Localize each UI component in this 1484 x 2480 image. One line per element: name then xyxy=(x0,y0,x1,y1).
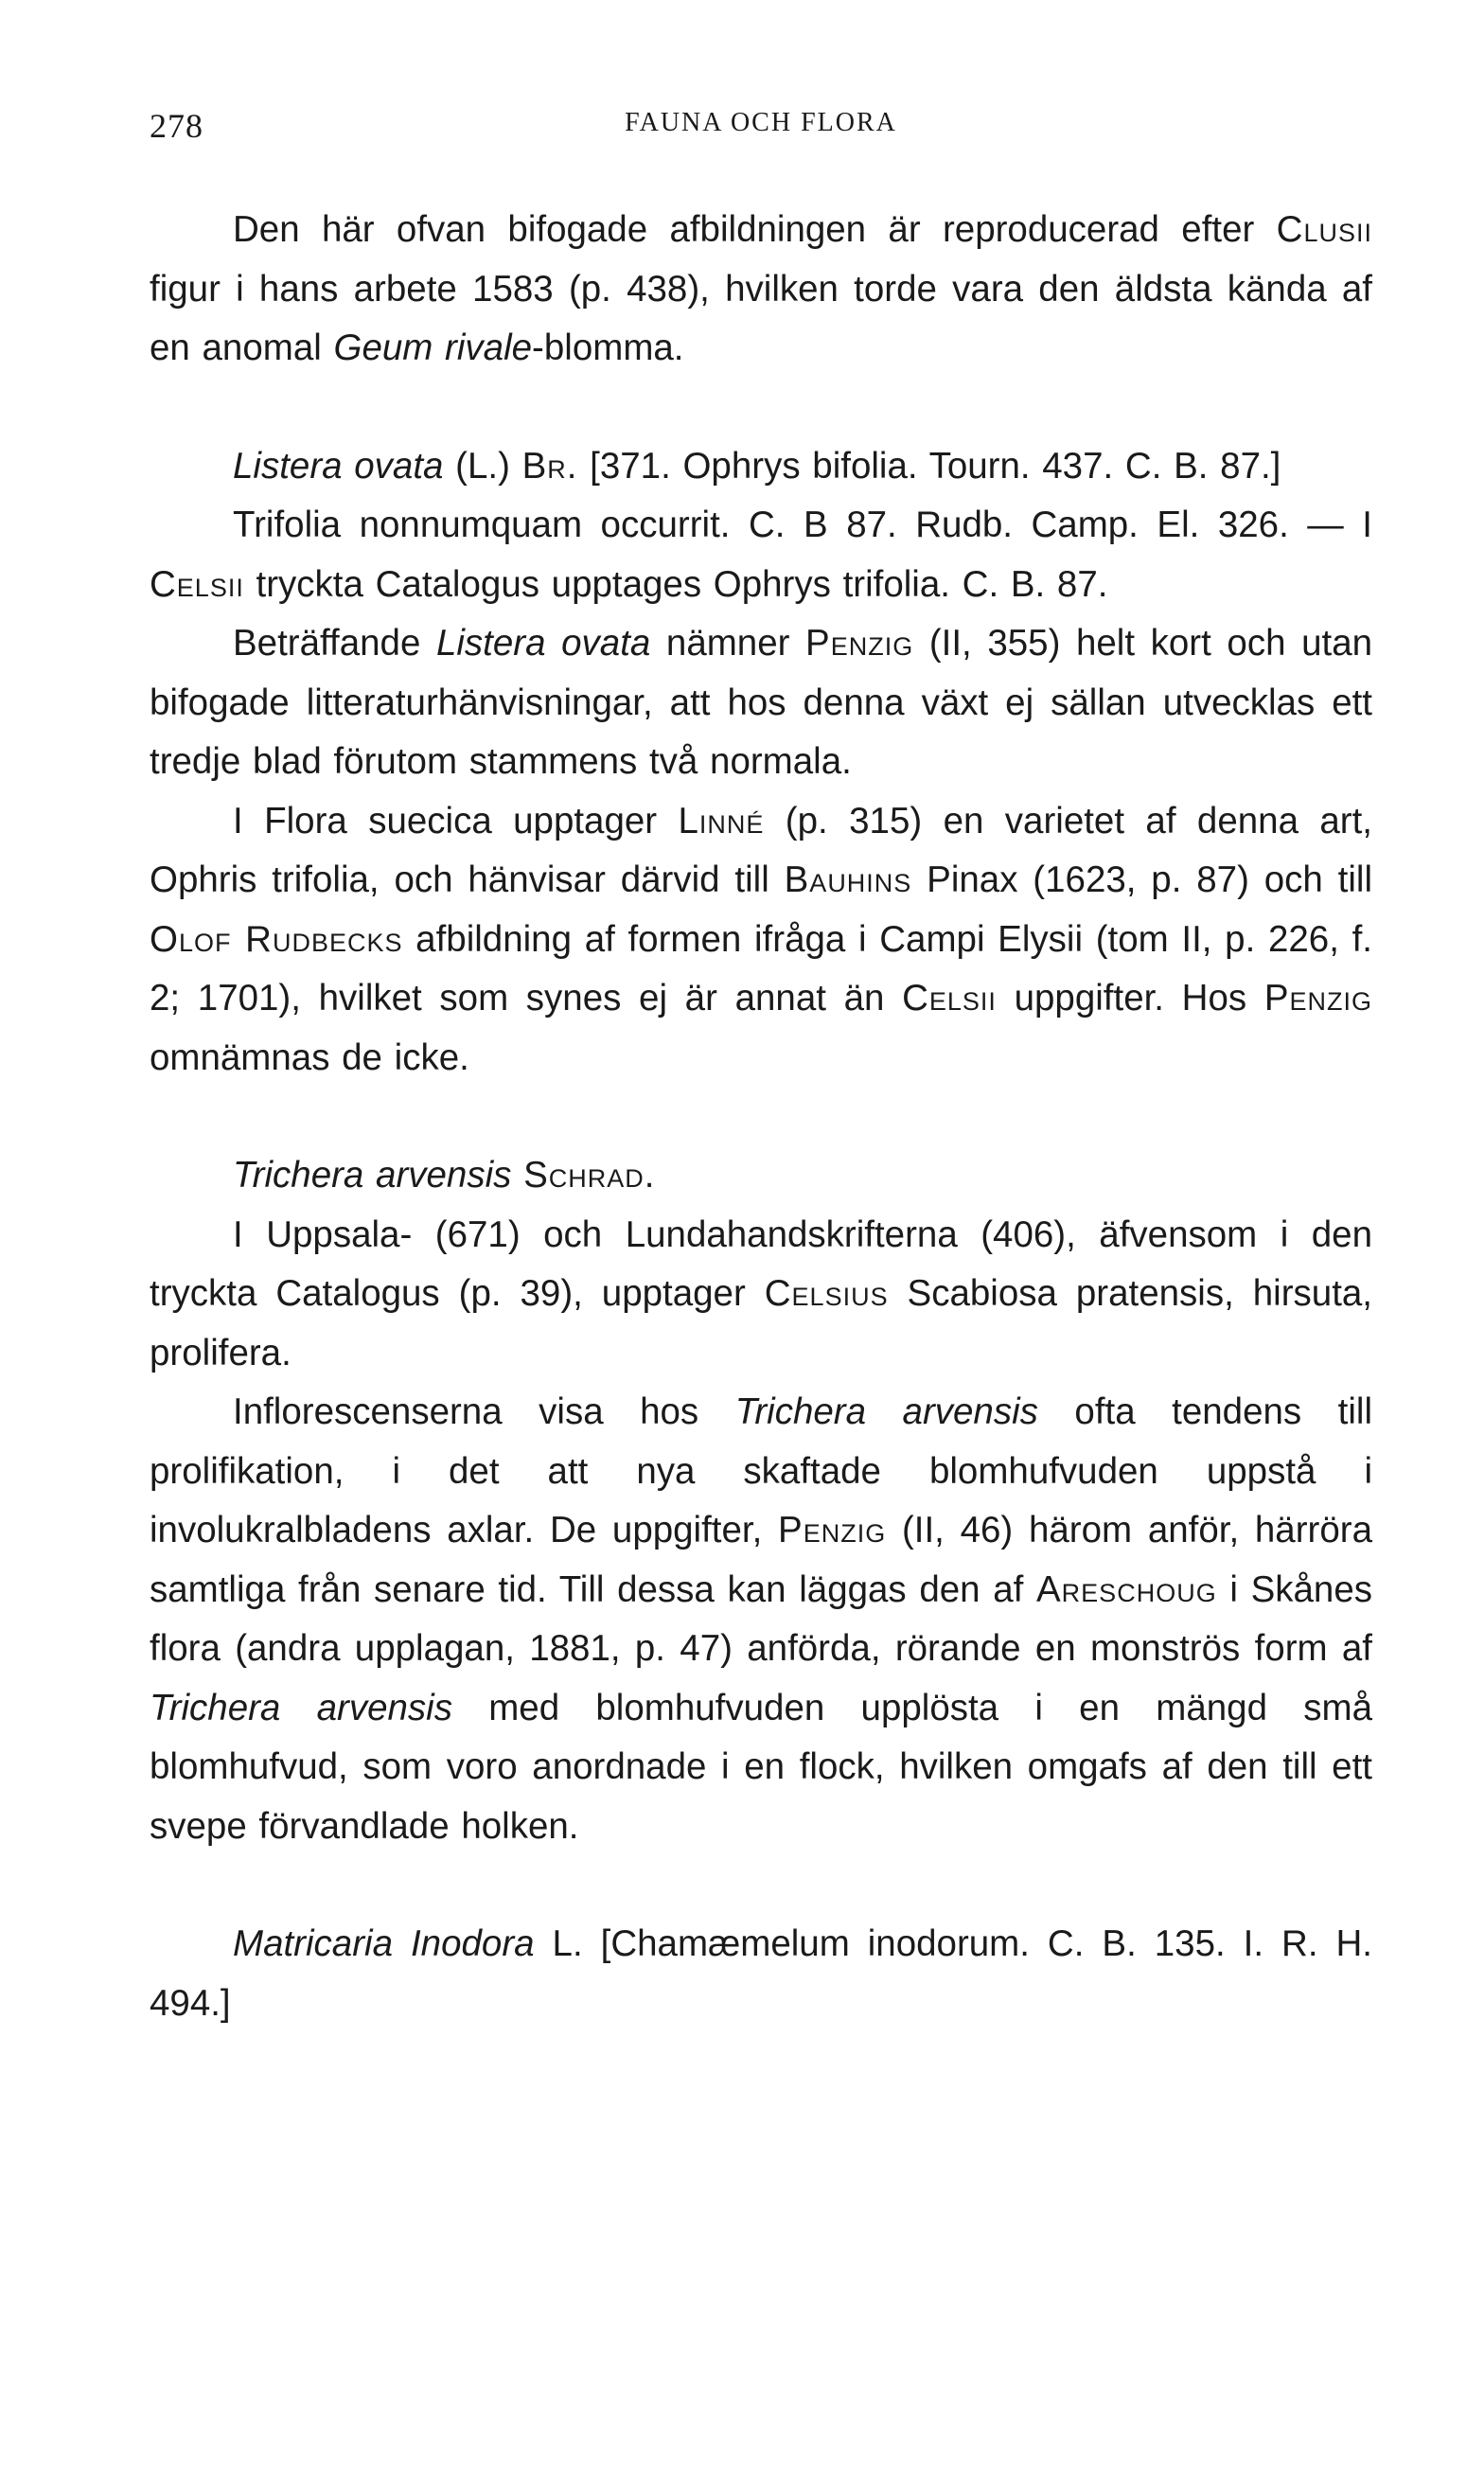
section-gap xyxy=(150,1856,1372,1915)
author-name: Celsii xyxy=(902,978,997,1019)
species-name: Trichera arvensis xyxy=(734,1391,1038,1432)
body-text xyxy=(150,201,1372,2033)
author-name: Schrad. xyxy=(523,1155,656,1196)
book-page xyxy=(150,106,1372,2033)
paragraph-trifolia xyxy=(150,496,1372,614)
text-span xyxy=(511,1155,523,1196)
paragraph-inflorescenser xyxy=(150,1383,1372,1856)
journal-title: FAUNA OCH FLORA xyxy=(625,108,897,137)
text-span: -blomma. xyxy=(532,328,684,368)
paragraph-figure-note xyxy=(150,201,1372,379)
heading-listera-ovata xyxy=(150,437,1372,497)
author-name: Clusii xyxy=(1276,209,1372,250)
text-span: afbildning af formen ifråga i Campi Elysii (tom II, p. 226, f. 2; 1701), hvilket som synes ej är annat än xyxy=(150,918,1372,1019)
text-span: ofta tendens till prolifikation, i det att nya skaftade blomhufvuden uppstå i involukralbladens axlar. De uppgifter, xyxy=(150,1391,1372,1550)
text-span: Inflorescenserna visa hos xyxy=(233,1391,735,1432)
author-name: Penzig xyxy=(1263,978,1372,1019)
text-span: L. [Chamæmelum inodorum. C. B. 135. I. R. H. 494.] xyxy=(150,1923,1372,2024)
running-head xyxy=(150,106,1372,157)
species-name: Listera ovata xyxy=(233,445,444,487)
text-span: I Uppsala- (671) och Lundahandskrifterna (406), äfvensom i den tryckta Catalogus (p. 39), upptager xyxy=(150,1213,1372,1314)
species-name: Matricaria Inodora xyxy=(233,1923,535,1964)
author-name: Bauhins xyxy=(784,859,912,900)
text-span: omnämnas de icke. xyxy=(150,1036,469,1078)
species-name: Trichera arvensis xyxy=(150,1687,452,1728)
section-gap xyxy=(150,379,1372,437)
text-span: [371. Ophrys bifolia. Tourn. 437. C. B. 87.] xyxy=(577,445,1281,487)
author-name: Penzig xyxy=(805,623,914,664)
text-span: (p. 315) en varietet af denna art, Ophris trifolia, och hänvisar därvid till xyxy=(150,800,1372,900)
text-span: Scabiosa pratensis, hirsuta, prolifera. xyxy=(150,1273,1373,1373)
text-span: i Skånes flora (andra upplagan, 1881, p. 47) anförda, rörande en monströs form af xyxy=(150,1568,1372,1669)
author-name: Areschoug xyxy=(1036,1568,1217,1610)
text-span: Trifolia nonnumquam occurrit. C. B 87. Rudb. Camp. El. 326. — I xyxy=(233,505,1372,545)
author-name: Linné xyxy=(678,800,765,841)
text-span: figur i hans arbete 1583 (p. 438), hvilken torde vara den äldsta kända af en anomal xyxy=(150,268,1372,368)
text-span: Pinax (1623, p. 87) och till xyxy=(911,859,1372,900)
text-span: nämner xyxy=(650,623,806,664)
author-name: Celsius xyxy=(764,1273,889,1314)
text-span: Beträffande xyxy=(233,623,436,664)
paragraph-flora-suecica xyxy=(150,792,1372,1089)
paragraph-penzig xyxy=(150,614,1372,792)
text-span: tryckta Catalogus upptages Ophrys trifolia. C. B. 87. xyxy=(243,563,1108,605)
text-span: med blomhufvuden upplösta i en mängd små blomhufvud, som voro anordnade i en flock, hvilken omgafs af den till ett svepe förvandlade holken. xyxy=(150,1687,1372,1847)
species-name: Listera ovata xyxy=(435,623,651,664)
heading-trichera-arvensis xyxy=(150,1146,1372,1206)
species-name: Geum rivale xyxy=(333,328,533,368)
paragraph-uppsala xyxy=(150,1206,1372,1384)
section-gap xyxy=(150,1088,1372,1146)
text-span: (II, 355) helt kort och utan bifogade litteraturhänvisningar, att hos denna växt ej sällan utvecklas ett tredje blad förutom stammens två normala. xyxy=(150,623,1373,782)
text-span: I Flora suecica upptager xyxy=(233,800,679,841)
text-span: (L.) xyxy=(443,445,522,487)
text-span: uppgifter. Hos xyxy=(996,978,1264,1019)
text-span: Den här ofvan bifogade afbildningen är reproducerad efter xyxy=(233,209,1277,250)
author-name: Penzig xyxy=(778,1510,887,1550)
page-number: 278 xyxy=(150,107,203,145)
author-name: Celsii xyxy=(150,563,244,605)
species-name: Trichera arvensis xyxy=(233,1155,512,1196)
author-name: Br. xyxy=(521,445,578,487)
author-name: Olof Rudbecks xyxy=(150,918,403,960)
heading-matricaria-inodora xyxy=(150,1915,1372,2033)
text-span: (II, 46) härom anför, härröra samtliga från senare tid. Till dessa kan läggas den af xyxy=(150,1510,1372,1610)
